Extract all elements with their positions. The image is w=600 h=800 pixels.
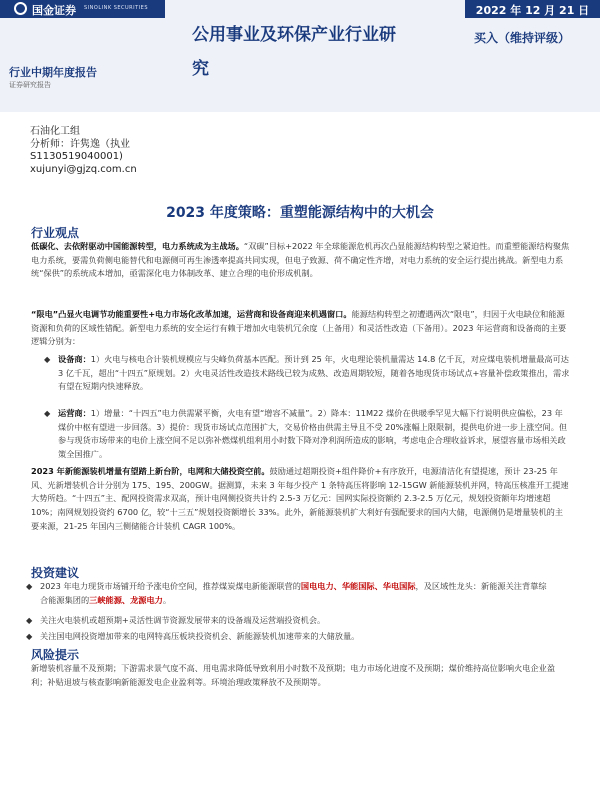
- bullet-icon: ◆: [26, 581, 33, 591]
- paragraph-1: [31, 240, 571, 281]
- logo-icon: [14, 2, 27, 15]
- advice-item-2: [26, 614, 553, 628]
- advice-3-text: 关注国电网投资增加带来的电网特高压板块投资机会、新能源装机加速带来的大储放量。: [40, 631, 360, 641]
- report-type: 行业中期年度报告: [9, 66, 97, 79]
- logo-name: 国金证券: [32, 4, 76, 17]
- analyst-block: [30, 126, 137, 176]
- report-header: [0, 0, 600, 112]
- paragraph-2-text: 能源结构转型之初遭遇两次“限电”，归因于火电缺位和能源资源和负荷的区域性错配。新型电力系统的安全运行有赖于增加火电装机冗余度（上备用）和灵活性改造（下备用）。2023 年运营商和设备商的主要逻辑分别为：: [31, 309, 567, 347]
- advice-1-text: 2023 年电力现货市场铺开给予涨电价空间，推荐煤炭煤电新能源联营的: [40, 581, 301, 591]
- advice-item-1: [26, 580, 553, 607]
- risk-paragraph: 新增装机容量不及预期；下游需求景气度不高、用电需求降低导致利用小时数不及预期；电力市场化进度不及预期；煤价维持高位影响火电企业盈利；补贴退坡与核查影响新能源发电企业盈利等。环境治理政策释放不及预期等。: [31, 663, 556, 687]
- date-box: [465, 0, 600, 18]
- advice-1-tail: ，及区域性龙头：新能源关注背靠综合能源集团的: [40, 581, 547, 605]
- section-heading-views: 行业观点: [31, 226, 80, 240]
- bullet-operator-label: 运营商：: [58, 408, 91, 418]
- bullet-equipment-text: 1）火电与核电合计装机规模应与尖峰负荷基本匹配。预计到 25 年，火电理论装机量需达 14.8 亿千瓦，对应煤电装机增量最高可达 3 亿千瓦，超出“十四五”原规划。2）火电灵活性改造技术路线已较为成熟、改造周期较短，随着各地现货市场试点+容量补偿政策推出，需求有望在短期内快速释放。: [58, 354, 570, 392]
- title-line-1: 公用事业及环保产业行业研: [192, 25, 396, 45]
- bullet-icon: ◆: [26, 615, 33, 625]
- advice-1-stocks: 国电电力、华能国际、华电国际: [300, 581, 416, 591]
- paragraph-3-text: 鼓励通过超期投资+组件降价+有序放开，电源清洁化有望提速，预计 23-25 年风、光新增装机合计分别为 175、195、200GW。据测算，未来 3 年每少投产 1 条特高压将影响 12-15GW 新能源装机并网，特高压核准开工提速大势所趋。“十四五”主、配网投资需求双高，预计电网侧投资共计约 2.5-3 万亿元：国网实际投资额约 2.3-2.5 万亿元，规划投资额年均增速超 10%；南网规划投资约 6700 亿，较“十三五”规划投资额增长 33%。此外，新能源装机扩大利好有强配要求的国内大储，电源侧仍是增量装机的主要来源，21-25 年国内三侧储能合计装机 CAGR 100%。: [31, 466, 569, 531]
- company-logo: [0, 0, 165, 18]
- document-title: 2023 年度策略：重塑能源结构中的大机会: [166, 205, 434, 221]
- section-heading-advice: 投资建议: [31, 566, 80, 580]
- paragraph-2-lead: “限电”凸显火电调节功能重要性+电力市场化改革加速，运营商和设备商迎来机遇窗口。: [31, 309, 352, 319]
- advice-2-text: 关注火电装机或超预期+灵活性调节资源发展带来的设备端及运营端投资机会。: [40, 615, 326, 625]
- bullet-icon: ◆: [44, 408, 51, 418]
- analyst-email[interactable]: xujunyi@gjzq.com.cn: [30, 163, 137, 175]
- report-date: 2022 年 12 月 21 日: [475, 4, 590, 17]
- analyst-team: 石油化工组: [30, 126, 80, 137]
- paragraph-3: [31, 465, 571, 534]
- bullet-operator: [44, 407, 571, 462]
- rating-badge: 买入（维持评级）: [474, 31, 571, 45]
- report-title: [192, 18, 464, 86]
- title-line-2: 究: [192, 59, 209, 79]
- analyst-name: 分析师：许隽逸（执业: [30, 138, 130, 150]
- bullet-equipment-label: 设备商：: [58, 354, 91, 364]
- bullet-equipment: [44, 353, 571, 394]
- analyst-license: S1130519040001): [30, 151, 123, 162]
- paragraph-3-lead: 2023 年新能源装机增量有望踏上新台阶，电网和大储投资空前。: [31, 466, 270, 476]
- advice-item-3: [26, 630, 553, 644]
- advice-1-end: 。: [162, 594, 172, 605]
- advice-1-stocks-2: 三峡能源、龙源电力: [89, 594, 163, 605]
- paragraph-1-lead: 低碳化、去依附驱动中国能源转型，电力系统成为主战场。: [31, 241, 244, 251]
- paragraph-1-text: “双碳”目标+2022 年全球能源危机再次凸显能源结构转型之紧迫性。而重塑能源结构聚焦电力系统，要需负荷侧电能替代和电源侧可再生渗透率提高共同实现，但电子致源、荷不确定性齐增，对电力系统的安全运行提出挑战。新型电力系统“保供”的系统成本增加，亟需深化电力体制改革、建立合理的电价形成机制。: [31, 241, 570, 279]
- report-subtype: 证券研究报告: [9, 81, 51, 89]
- paragraph-2: [31, 308, 571, 349]
- bullet-icon: ◆: [26, 631, 33, 641]
- bullet-operator-text: 1）增量：“十四五”电力供需紧平衡，火电有望“增容不减量”。2）降本：11M22 煤价在供暖季罕见大幅下行说明供应偏松，23 年煤价中枢有望进一步回落。3）提价：现货市场试点范围扩大，交易价格由供需主导且不受 20%涨幅上限限制，提供电价进一步上涨空间。但参与现货市场带来的电价上涨空间不足以弥补燃煤机组利用小时数下降对净利润所造成的影响，考虑电企合理收益诉求，展望容量市场相关政策全国推广。: [58, 408, 568, 460]
- section-heading-risk: 风险提示: [31, 648, 80, 662]
- logo-english: SINOLINK SECURITIES: [84, 5, 148, 11]
- bullet-icon: ◆: [44, 354, 51, 364]
